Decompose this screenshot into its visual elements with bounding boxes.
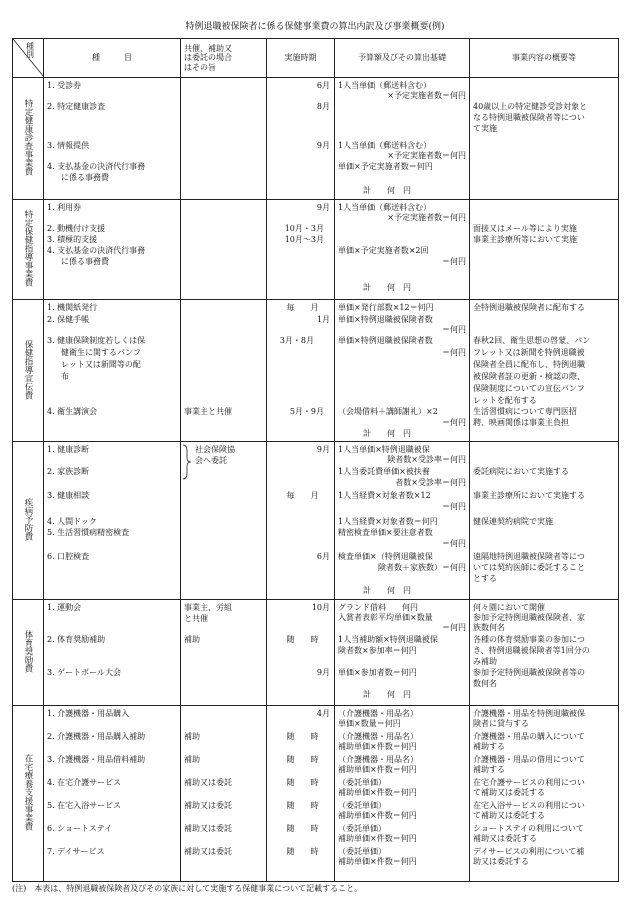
- joint-text: 会へ委託: [195, 456, 227, 465]
- overview-line: 各種の体育奨励事業の参加につ: [473, 635, 585, 644]
- basis-cell: [335, 300, 470, 442]
- overview-line: 全特例退職被保険者に配布する: [473, 303, 585, 312]
- basis-line: ＝何円: [442, 502, 466, 511]
- item: に係る事務費: [61, 173, 109, 182]
- joint-cell: [181, 442, 267, 600]
- item: 健衛生に関するパンフ: [61, 348, 141, 357]
- header-item: 種 目: [44, 39, 181, 78]
- basis-total: 計 何 円: [363, 690, 411, 699]
- overview-line: フレット又は新聞を特例退職被: [473, 348, 585, 357]
- item: 1. 健康診断: [47, 445, 90, 454]
- overview-line: 在宅介護サービスの利用につい: [473, 778, 585, 787]
- period: 10月・3月: [284, 224, 324, 233]
- header-joint-line1: 共催、補助又: [184, 43, 232, 53]
- period: 随 時: [286, 732, 319, 741]
- basis-line: （委託単価）: [338, 778, 386, 787]
- joint-text: 事業主、労組: [184, 603, 232, 612]
- basis-line: 単価×特例退職被保険者数: [338, 336, 433, 345]
- item: 1. 介護機器・用品購入: [47, 709, 130, 718]
- overview-line: 被保険者証の更新・検認の際、: [473, 372, 585, 381]
- joint-text: 事業主と共催: [184, 407, 232, 416]
- overview-line: 40歳以上の特定健診受診対象と: [473, 102, 588, 111]
- period-cell: [267, 78, 335, 200]
- item: レット又は新聞等の配: [61, 360, 141, 369]
- basis-line: （委託単価）: [338, 847, 386, 856]
- item: 3. 健康相談: [47, 491, 90, 500]
- basis-line: （会場借料＋講師謝礼）×2: [338, 407, 438, 416]
- joint-cell: [181, 600, 267, 706]
- item: 2. 動機付け支援: [47, 224, 106, 233]
- period: 随 時: [286, 847, 319, 856]
- overview-line: 参加予定特例退職被保険者、家: [473, 613, 585, 622]
- basis-line: 1人当単価（郵送料含む）: [338, 203, 432, 212]
- category-cell: [13, 442, 44, 600]
- basis-line: 補助単価×件数＝何円: [338, 742, 417, 751]
- basis-total: 計 何 円: [363, 429, 411, 438]
- basis-line: 入賞者表彰平均単価×数量: [338, 613, 433, 622]
- basis-line: 1人当補助額×特例退職被保: [338, 635, 438, 644]
- joint-text: 補助: [184, 755, 200, 764]
- header-kind: [13, 39, 44, 78]
- overview-line: 補助する: [473, 742, 505, 751]
- item: 6. 口腔検査: [47, 552, 90, 561]
- overview-line: デイサービスの利用について補: [473, 847, 585, 856]
- category-label: 体育奨励費: [23, 630, 33, 673]
- overview-line: 介護機器・用品の購入について: [473, 732, 585, 741]
- item: 3. 健康保険制度若しくは保: [47, 336, 146, 345]
- period: 8月: [316, 102, 330, 111]
- overview-line: 生活習慣病について専門医招: [473, 407, 577, 416]
- joint-text: 補助: [184, 732, 200, 741]
- basis-total: 計 何 円: [363, 283, 411, 292]
- basis-line: 1人当経費×対象者数×12: [338, 491, 431, 500]
- section-row: [13, 706, 619, 882]
- basis-line: 険者数＋家族数）＝何円: [378, 563, 466, 572]
- basis-cell: [335, 78, 470, 200]
- period: 随 時: [286, 824, 319, 833]
- basis-line: 1人当単価（郵送料含む）: [338, 81, 432, 90]
- category-cell: [13, 600, 44, 706]
- joint-text: 補助又は委託: [184, 801, 232, 810]
- item: 5. 在宅入浴サービス: [47, 801, 122, 810]
- item: 4. 支払基金の決済代行事務: [47, 162, 146, 171]
- period: 1月: [316, 315, 330, 324]
- document-title: 特例退職被保険者に係る保健事業費の算出内訳及び事業概要(例): [185, 22, 445, 32]
- basis-line: 1人当経費×対象者数＝何円: [338, 517, 438, 526]
- header-overview: 事業内容の概要等: [470, 39, 619, 78]
- items-cell: [44, 442, 181, 600]
- item: 1. 利用券: [47, 203, 82, 212]
- period-cell: [267, 442, 335, 600]
- period: 5月・9月: [289, 407, 324, 416]
- period: 随 時: [286, 778, 319, 787]
- overview-cell: [470, 706, 619, 882]
- items-cell: [44, 600, 181, 706]
- category-label: 特定保健指導事業費: [23, 210, 33, 287]
- overview-line: レットを配布する: [473, 396, 537, 405]
- period: 6月: [316, 552, 330, 561]
- section-row: [13, 600, 619, 706]
- brace-icon: [181, 444, 193, 480]
- period: 毎 月: [286, 303, 319, 312]
- period: 4月: [316, 709, 330, 718]
- section-row: [13, 300, 619, 442]
- header-joint-line2: は委託の場合: [184, 53, 232, 63]
- basis-line: 1人当委託費単価×被扶養: [338, 467, 430, 476]
- basis-line: 精密検査単価×要注意者数: [338, 528, 433, 537]
- budget-table: [12, 38, 619, 882]
- category-label: 保健指導宣伝費: [23, 339, 33, 400]
- basis-line: 補助単価×件数＝何円: [338, 811, 417, 820]
- overview-line: て補助又は委託する: [473, 788, 545, 797]
- category-cell: [13, 706, 44, 882]
- basis-total: 計 何 円: [363, 186, 411, 195]
- period: 随 時: [286, 635, 319, 644]
- overview-line: 助又は委託する: [473, 857, 529, 866]
- basis-line: 補助単価×件数＝何円: [338, 857, 417, 866]
- basis-cell: [335, 200, 470, 300]
- overview-cell: [470, 78, 619, 200]
- item: 6. ショートステイ: [47, 824, 113, 833]
- period: 随 時: [286, 755, 319, 764]
- basis-cell: [335, 706, 470, 882]
- overview-line: 面接又はメール等により実施: [473, 224, 577, 233]
- overview-line: 委託病院において実施する: [473, 467, 569, 476]
- item: 3. 介護機器・用品借料補助: [47, 755, 146, 764]
- category-cell: [13, 78, 44, 200]
- item: 7. デイサービス: [47, 847, 105, 856]
- basis-line: ×予定実施者数＝何円: [387, 213, 466, 222]
- overview-line: 保険制度についての宣伝パンフ: [473, 384, 585, 393]
- items-cell: [44, 706, 181, 882]
- basis-line: 単価×数量＝何円: [338, 719, 401, 728]
- joint-text: 補助又は委託: [184, 778, 232, 787]
- overview-line: み補助: [473, 657, 497, 666]
- overview-line: ショートステイの利用について: [473, 824, 584, 833]
- items-cell: [44, 200, 181, 300]
- basis-line: 補助単価×件数＝何円: [338, 765, 417, 774]
- overview-line: 族数何名: [473, 623, 505, 632]
- period: 9月: [316, 668, 330, 677]
- basis-line: ＝何円: [442, 623, 466, 632]
- joint-cell: [181, 200, 267, 300]
- overview-line: 数何名: [473, 679, 497, 688]
- footnote: (注) 本表は、特例退職被保険者及びその家族に対して実施する保健事業について記載すること。: [12, 884, 363, 893]
- basis-line: 険者数×受診率＝何円: [387, 455, 466, 464]
- category-cell: [13, 200, 44, 300]
- overview-line: なる特例退職被保険者等につい: [473, 113, 585, 122]
- item: に係る事務費: [61, 257, 109, 266]
- period-cell: [267, 706, 335, 882]
- item: 2. 特定健康診査: [47, 102, 106, 111]
- item: 3. 情報提供: [47, 141, 90, 150]
- basis-line: （介護機器・用品名）: [338, 732, 418, 741]
- joint-cell: [181, 78, 267, 200]
- joint-text: 社会保険協: [195, 445, 235, 454]
- overview-line: き、特例退職被保険者等1回分の: [473, 646, 590, 655]
- period-cell: [267, 600, 335, 706]
- overview-line: 在宅入浴サービスの利用につい: [473, 801, 585, 810]
- overview-line: とする: [473, 574, 497, 583]
- joint-text: と共催: [184, 614, 208, 623]
- overview-line: 補助又は委託する: [473, 834, 537, 843]
- period: 3月・8月: [279, 336, 314, 345]
- items-cell: [44, 300, 181, 442]
- basis-line: ＝何円: [442, 325, 466, 334]
- overview-line: 参加予定特例退職被保険者等の: [473, 668, 585, 677]
- category-cell: [13, 300, 44, 442]
- item: 4. 人間ドック: [47, 517, 97, 526]
- item: 4. 衛生講演会: [47, 407, 98, 416]
- overview-line: て補助又は委託する: [473, 811, 545, 820]
- overview-cell: [470, 300, 619, 442]
- overview-line: 補助する: [473, 765, 505, 774]
- item: 1. 機関紙発行: [47, 303, 98, 312]
- basis-cell: [335, 442, 470, 600]
- basis-line: 単価×特例退職被保険者数: [338, 315, 433, 324]
- overview-cell: [470, 200, 619, 300]
- item: 2. 保健手帳: [47, 315, 90, 324]
- basis-line: 検査単価×（特例退職被保: [338, 552, 433, 561]
- header-period: 実施時期: [267, 39, 335, 78]
- period: 10月～3月: [284, 235, 324, 244]
- basis-line: ＝何円: [442, 418, 466, 427]
- overview-line: 遠隔地特例退職被保険者等につ: [473, 552, 585, 561]
- basis-line: ＝何円: [442, 539, 466, 548]
- basis-line: （介護機器・用品名）: [338, 755, 418, 764]
- overview-line: て実施: [473, 124, 497, 133]
- item: 布: [61, 372, 69, 381]
- basis-line: （委託単価）: [338, 801, 386, 810]
- period: 9月: [316, 445, 330, 454]
- item: 4. 支払基金の決済代行事務: [47, 246, 146, 255]
- overview-line: 険者に貸与する: [473, 719, 529, 728]
- joint-text: 補助又は委託: [184, 824, 232, 833]
- basis-line: （委託単価）: [338, 824, 386, 833]
- item: 2. 体育奨励補助: [47, 635, 106, 644]
- item: 1. 受診券: [47, 81, 82, 90]
- period: 随 時: [286, 801, 319, 810]
- overview-line: 何々園において開催: [473, 603, 545, 612]
- joint-cell: [181, 706, 267, 882]
- basis-cell: [335, 600, 470, 706]
- basis-line: （介護機器・用品名）: [338, 709, 418, 718]
- period: 9月: [316, 203, 330, 212]
- item: 5. 生活習慣病精密検査: [47, 528, 130, 537]
- header-joint-line3: はその旨: [184, 62, 216, 72]
- basis-total: 計 何 円: [363, 586, 411, 595]
- item: 3. ゲートボール大会: [47, 668, 122, 677]
- overview-line: 春秋2回、衛生思想の啓蒙、パン: [473, 336, 591, 345]
- basis-line: 単価×発行部数×12＝何円: [338, 303, 434, 312]
- header-basis: 予算額及びその算出基礎: [335, 39, 470, 78]
- basis-line: ×予定実施者数＝何円: [387, 151, 466, 160]
- item: 4. 在宅介護サービス: [47, 778, 122, 787]
- period: 10月: [311, 603, 330, 612]
- overview-line: 介護機器・用品の借用について: [473, 755, 585, 764]
- joint-cell: [181, 300, 267, 442]
- joint-text: 補助又は委託: [184, 847, 232, 856]
- basis-line: 1人当単価×特例退職被保: [338, 445, 430, 454]
- overview-line: 事業主診療所において実施する: [473, 491, 585, 500]
- overview-line: 介護機器・用品を特例退職被保: [473, 709, 585, 718]
- basis-line: 険者数×参加率＝何円: [338, 646, 417, 655]
- basis-line: ＝何円: [442, 348, 466, 357]
- overview-line: 保険者全員に配布し、特例退職: [473, 360, 585, 369]
- overview-line: いては契約医師に委託すること: [473, 563, 585, 572]
- item: 1. 運動会: [47, 603, 82, 612]
- overview-cell: [470, 600, 619, 706]
- overview-cell: [470, 442, 619, 600]
- section-row: [13, 200, 619, 300]
- basis-line: 単価×予定実施者数×2回: [338, 246, 429, 255]
- basis-line: 補助単価×件数＝何円: [338, 834, 417, 843]
- basis-line: ×予定実施者数＝何円: [387, 91, 466, 100]
- basis-line: 1人当単価（郵送料含む）: [338, 141, 432, 150]
- period: 毎 月: [286, 491, 319, 500]
- basis-line: 者数×受診率＝何円: [395, 478, 466, 487]
- overview-line: 聘、映画関係は事業主負担: [473, 418, 569, 427]
- item: 3. 積極的支援: [47, 235, 98, 244]
- header-kind-label: 種別: [25, 42, 35, 58]
- section-row: [13, 78, 619, 200]
- basis-line: 補助単価×件数＝何円: [338, 788, 417, 797]
- category-label: 在宅療養支援事業費: [23, 754, 33, 831]
- category-label: 疾病予防費: [23, 498, 33, 541]
- basis-line: 単価×予定実施者数＝何円: [338, 162, 433, 171]
- section-row: [13, 442, 619, 600]
- basis-line: グランド借料 何円: [338, 603, 418, 612]
- basis-line: 単価×参加者数＝何円: [338, 668, 417, 677]
- category-label: 特定健康診査事業費: [23, 99, 33, 176]
- item: 2. 家族診断: [47, 467, 90, 476]
- joint-text: 補助: [184, 635, 200, 644]
- items-cell: [44, 78, 181, 200]
- basis-line: ＝何円: [442, 257, 466, 266]
- item: 2. 介護機器・用品購入補助: [47, 732, 146, 741]
- overview-line: 健保連契約病院で実施: [473, 517, 553, 526]
- header-joint: [181, 39, 267, 78]
- period-cell: [267, 300, 335, 442]
- period: 9月: [316, 141, 330, 150]
- period: 6月: [316, 81, 330, 90]
- header-row: [13, 39, 619, 78]
- overview-line: 事業主診療所等において実施: [473, 235, 577, 244]
- period-cell: [267, 200, 335, 300]
